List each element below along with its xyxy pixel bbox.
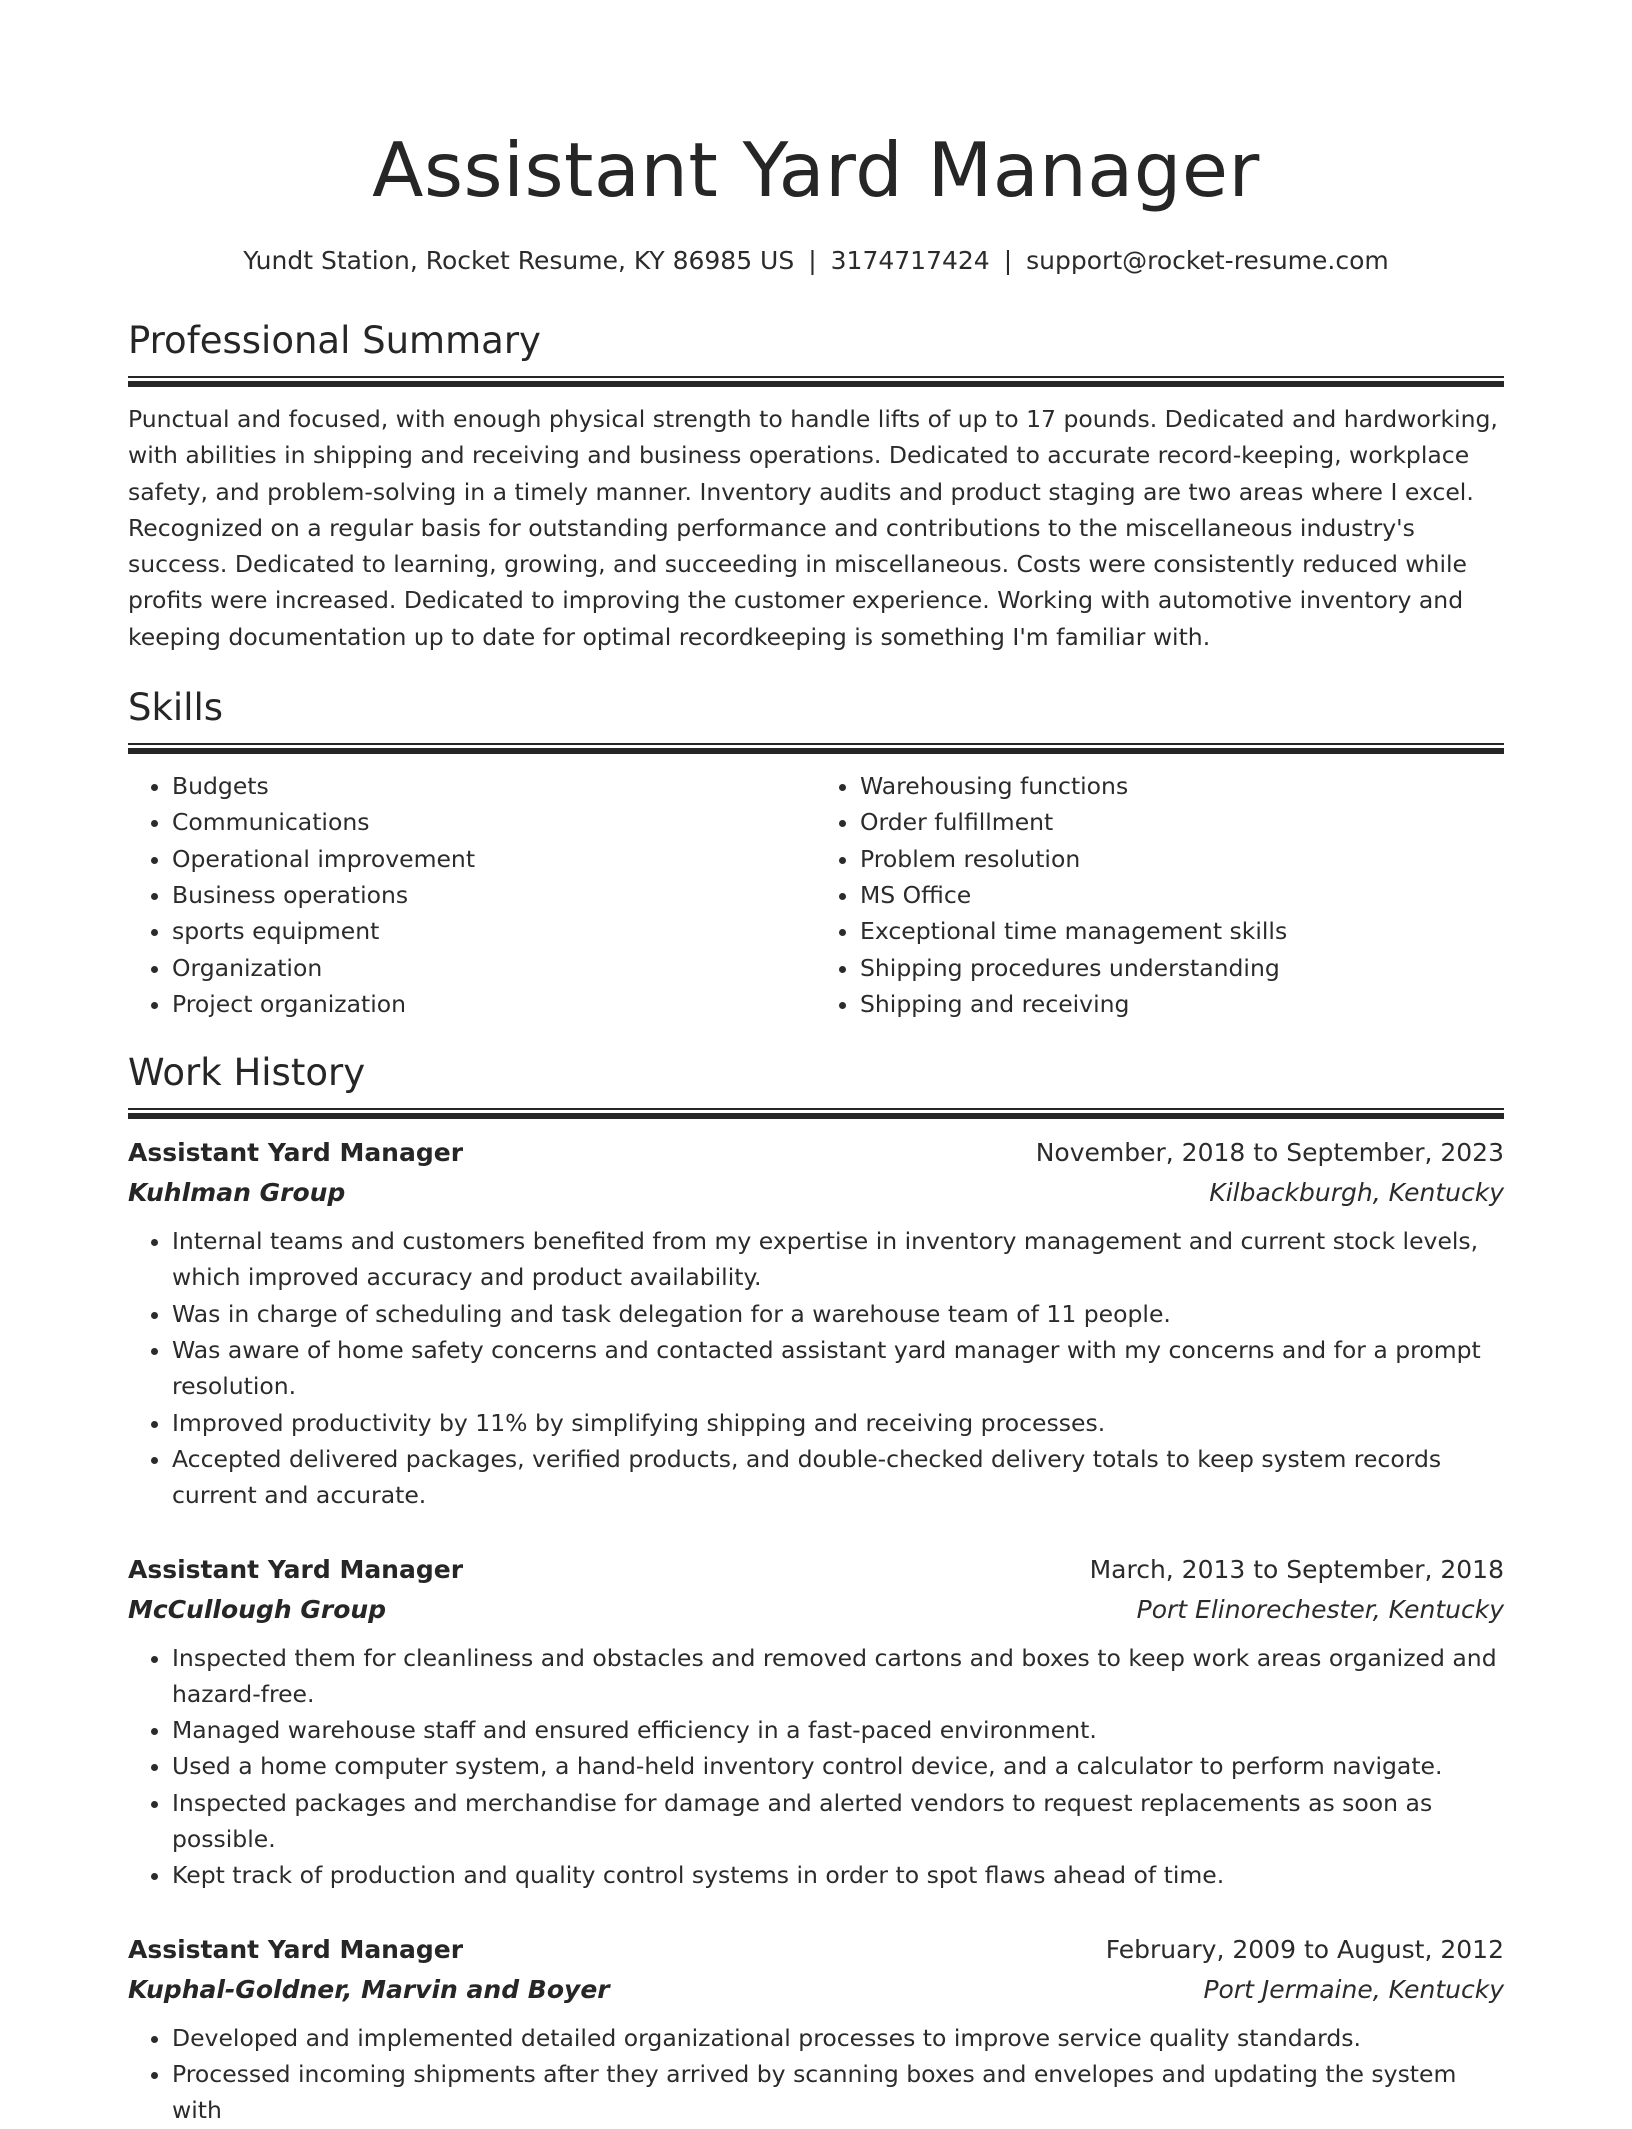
section-divider bbox=[128, 376, 1504, 387]
job-subheader bbox=[128, 1590, 1504, 1630]
contact-separator: | bbox=[1003, 246, 1013, 275]
job-bullets bbox=[128, 1640, 1504, 1894]
job-bullet: • Kept track of production and quality control systems in order to spot flaws ahead of time. bbox=[172, 1857, 1504, 1893]
job-location: Port Jermaine, Kentucky bbox=[1203, 1974, 1504, 2004]
job-dates: March, 2013 to September, 2018 bbox=[1089, 1554, 1504, 1584]
skill-item: • Shipping procedures understanding bbox=[860, 950, 1504, 986]
job-subheader bbox=[128, 1173, 1504, 1213]
skill-item: • Budgets bbox=[172, 768, 816, 804]
job-bullets bbox=[128, 2020, 1504, 2129]
job-bullet: • Improved productivity by 11% by simplifying shipping and receiving processes. bbox=[172, 1405, 1504, 1441]
job-location: Kilbackburgh, Kentucky bbox=[1209, 1178, 1504, 1208]
section-divider bbox=[128, 1108, 1504, 1119]
job-header bbox=[128, 1550, 1504, 1590]
job-entry bbox=[128, 1930, 1504, 2129]
skill-item: • Problem resolution bbox=[860, 841, 1504, 877]
contact-email: support@rocket-resume.com bbox=[1026, 246, 1389, 275]
job-header bbox=[128, 1930, 1504, 1970]
job-bullet: • Managed warehouse staff and ensured efficiency in a fast-paced environment. bbox=[172, 1712, 1504, 1748]
skills-list-right bbox=[816, 768, 1504, 1022]
work-history-heading: Work History bbox=[128, 1051, 366, 1095]
skill-item: • Shipping and receiving bbox=[860, 986, 1504, 1022]
skills-section bbox=[128, 685, 1504, 1022]
job-company: Kuhlman Group bbox=[128, 1178, 346, 1208]
skill-item: • Project organization bbox=[172, 986, 816, 1022]
job-location: Port Elinorechester, Kentucky bbox=[1136, 1594, 1504, 1624]
job-bullet: • Inspected packages and merchandise for damage and alerted vendors to request replacements as soon as possible. bbox=[172, 1785, 1504, 1858]
skill-item: • Exceptional time management skills bbox=[860, 913, 1504, 949]
job-dates: February, 2009 to August, 2012 bbox=[1105, 1934, 1504, 1964]
job-bullet: • Developed and implemented detailed organizational processes to improve service quality standards. bbox=[172, 2020, 1504, 2056]
job-bullet: • Processed incoming shipments after they arrived by scanning boxes and envelopes and updating the system with bbox=[172, 2056, 1504, 2129]
job-title: Assistant Yard Manager bbox=[128, 1934, 464, 1964]
job-title: Assistant Yard Manager bbox=[128, 1138, 464, 1168]
job-subheader bbox=[128, 1970, 1504, 2010]
skill-item: • Warehousing functions bbox=[860, 768, 1504, 804]
job-bullet: • Was in charge of scheduling and task delegation for a warehouse team of 11 people. bbox=[172, 1296, 1504, 1332]
job-entry bbox=[128, 1133, 1504, 1513]
job-bullet: • Accepted delivered packages, verified products, and double-checked delivery totals to keep system records current and accurate. bbox=[172, 1441, 1504, 1514]
job-bullet: • Internal teams and customers benefited from my expertise in inventory management and current stock levels, which improved accuracy and product availability. bbox=[172, 1223, 1504, 1296]
skill-item: • MS Office bbox=[860, 877, 1504, 913]
skills-columns bbox=[128, 768, 1504, 1022]
work-history-section bbox=[128, 1050, 1504, 2128]
job-header bbox=[128, 1133, 1504, 1173]
contact-separator: | bbox=[808, 246, 817, 275]
skill-item: • Business operations bbox=[172, 877, 816, 913]
job-title: Assistant Yard Manager bbox=[128, 1554, 464, 1584]
job-bullet: • Was aware of home safety concerns and contacted assistant yard manager with my concerns and for a prompt resolution. bbox=[172, 1332, 1504, 1405]
job-bullets bbox=[128, 1223, 1504, 1513]
contact-address: Yundt Station, Rocket Resume, KY 86985 US bbox=[243, 246, 795, 275]
skills-heading: Skills bbox=[128, 686, 224, 730]
resume-page bbox=[128, 0, 1504, 2129]
section-divider bbox=[128, 743, 1504, 754]
summary-section bbox=[128, 318, 1504, 655]
skills-list-left bbox=[128, 768, 816, 1022]
job-company: McCullough Group bbox=[128, 1594, 387, 1624]
contact-line bbox=[128, 244, 1504, 278]
job-company: Kuphal-Goldner, Marvin and Boyer bbox=[128, 1974, 610, 2004]
summary-heading: Professional Summary bbox=[128, 319, 541, 362]
resume-name: Assistant Yard Manager bbox=[372, 126, 1260, 214]
skill-item: • Organization bbox=[172, 950, 816, 986]
skill-item: • Operational improvement bbox=[172, 841, 816, 877]
contact-phone: 3174717424 bbox=[830, 246, 990, 275]
summary-text: Punctual and focused, with enough physical strength to handle lifts of up to 17 pounds. Dedicated and hardworking, with abilities in shipping and receiving and business operations. Dedicated to accurate record-keeping, workplace safety, and problem-solving in a timely manner. Inventory audits and product staging are two areas where I excel. Recognized on a regular basis for outstanding performance and contributions to the miscellaneous industry's success. Dedicated to learning, growing, and succeeding in miscellaneous. Costs were consistently reduced while profits were increased. Dedicated to improving the customer experience. Working with automotive inventory and keeping documentation up to date for optimal recordkeeping is something I'm familiar with. bbox=[128, 405, 1498, 651]
skill-item: • sports equipment bbox=[172, 913, 816, 949]
skill-item: • Order fulfillment bbox=[860, 804, 1504, 840]
skill-item: • Communications bbox=[172, 804, 816, 840]
job-bullet: • Inspected them for cleanliness and obstacles and removed cartons and boxes to keep work areas organized and hazard-free. bbox=[172, 1640, 1504, 1713]
job-bullet: • Used a home computer system, a hand-held inventory control device, and a calculator to perform navigate. bbox=[172, 1748, 1504, 1784]
job-dates: November, 2018 to September, 2023 bbox=[1035, 1138, 1504, 1168]
job-entry bbox=[128, 1550, 1504, 1894]
